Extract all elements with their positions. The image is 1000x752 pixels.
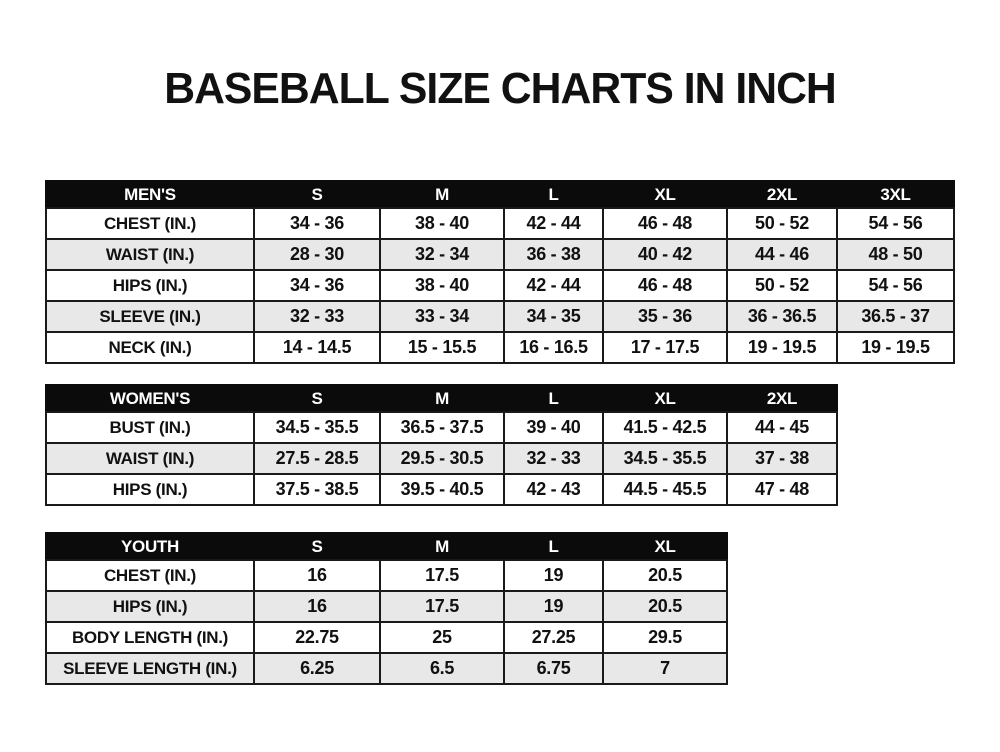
men-s-row-waist-in [46,239,954,270]
youth-hips-in-xl: 20.5 [603,591,727,622]
youth-sleeve-length-in-l: 6.75 [504,653,603,684]
men-s-neck-in-m: 15 - 15.5 [380,332,504,363]
men-s-neck-in-2xl: 19 - 19.5 [727,332,837,363]
youth-row-chest-in [46,560,727,591]
men-s-waist-in-xl: 40 - 42 [603,239,727,270]
women-s-waist-in-l: 32 - 33 [504,443,603,474]
women-s-waist-in-m: 29.5 - 30.5 [380,443,504,474]
men-s-chest-in-l: 42 - 44 [504,208,603,239]
youth-body-length-in-l: 27.25 [504,622,603,653]
women-s-col-header-l: L [504,385,603,412]
men-s-row-chest-in [46,208,954,239]
men-s-neck-in-xl: 17 - 17.5 [603,332,727,363]
men-s-header-row [46,181,954,208]
row-label-chest-in: CHEST (IN.) [46,560,254,591]
men-s-sleeve-in-3xl: 36.5 - 37 [837,301,954,332]
row-label-sleeve-in: SLEEVE (IN.) [46,301,254,332]
youth-body-length-in-m: 25 [380,622,504,653]
row-label-body-length-in: BODY LENGTH (IN.) [46,622,254,653]
row-label-neck-in: NECK (IN.) [46,332,254,363]
men-s-chest-in-s: 34 - 36 [254,208,380,239]
women-s-col-header-s: S [254,385,380,412]
youth-chest-in-s: 16 [254,560,380,591]
youth-row-hips-in [46,591,727,622]
men-s-row-sleeve-in [46,301,954,332]
youth-hips-in-m: 17.5 [380,591,504,622]
men-s-col-header-3xl: 3XL [837,181,954,208]
women-s-waist-in-s: 27.5 - 28.5 [254,443,380,474]
men-s-chest-in-xl: 46 - 48 [603,208,727,239]
men-s-col-header-2xl: 2XL [727,181,837,208]
men-s-chest-in-m: 38 - 40 [380,208,504,239]
women-s-waist-in-xl: 34.5 - 35.5 [603,443,727,474]
women-s-hips-in-2xl: 47 - 48 [727,474,837,505]
youth-hips-in-l: 19 [504,591,603,622]
row-label-bust-in: BUST (IN.) [46,412,254,443]
women-s-row-waist-in [46,443,837,474]
page-title: BASEBALL SIZE CHARTS IN INCH [164,64,836,113]
men-s-chest-in-3xl: 54 - 56 [837,208,954,239]
youth-table-title: YOUTH [46,533,254,560]
youth-sleeve-length-in-xl: 7 [603,653,727,684]
youth-size-table [45,532,728,685]
youth-hips-in-s: 16 [254,591,380,622]
men-s-neck-in-3xl: 19 - 19.5 [837,332,954,363]
men-s-row-hips-in [46,270,954,301]
men-s-waist-in-2xl: 44 - 46 [727,239,837,270]
men-s-sleeve-in-xl: 35 - 36 [603,301,727,332]
men-s-waist-in-m: 32 - 34 [380,239,504,270]
men-s-row-neck-in [46,332,954,363]
men-s-col-header-xl: XL [603,181,727,208]
men-s-hips-in-m: 38 - 40 [380,270,504,301]
womens-size-table [45,384,838,506]
men-s-sleeve-in-s: 32 - 33 [254,301,380,332]
youth-chest-in-m: 17.5 [380,560,504,591]
men-s-sleeve-in-2xl: 36 - 36.5 [727,301,837,332]
women-s-bust-in-l: 39 - 40 [504,412,603,443]
men-s-neck-in-l: 16 - 16.5 [504,332,603,363]
youth-chest-in-xl: 20.5 [603,560,727,591]
men-s-sleeve-in-m: 33 - 34 [380,301,504,332]
women-s-header-row [46,385,837,412]
women-s-waist-in-2xl: 37 - 38 [727,443,837,474]
row-label-waist-in: WAIST (IN.) [46,239,254,270]
men-s-neck-in-s: 14 - 14.5 [254,332,380,363]
row-label-hips-in: HIPS (IN.) [46,474,254,505]
mens-size-table [45,180,955,364]
row-label-hips-in: HIPS (IN.) [46,591,254,622]
women-s-hips-in-s: 37.5 - 38.5 [254,474,380,505]
youth-chest-in-l: 19 [504,560,603,591]
women-s-bust-in-2xl: 44 - 45 [727,412,837,443]
women-s-table-title: WOMEN'S [46,385,254,412]
women-s-col-header-m: M [380,385,504,412]
men-s-waist-in-s: 28 - 30 [254,239,380,270]
youth-row-sleeve-length-in [46,653,727,684]
women-s-bust-in-m: 36.5 - 37.5 [380,412,504,443]
men-s-table-title: MEN'S [46,181,254,208]
men-s-waist-in-3xl: 48 - 50 [837,239,954,270]
youth-sleeve-length-in-s: 6.25 [254,653,380,684]
youth-col-header-l: L [504,533,603,560]
women-s-bust-in-xl: 41.5 - 42.5 [603,412,727,443]
men-s-hips-in-2xl: 50 - 52 [727,270,837,301]
women-s-hips-in-l: 42 - 43 [504,474,603,505]
row-label-sleeve-length-in: SLEEVE LENGTH (IN.) [46,653,254,684]
row-label-waist-in: WAIST (IN.) [46,443,254,474]
youth-col-header-m: M [380,533,504,560]
men-s-chest-in-2xl: 50 - 52 [727,208,837,239]
youth-row-body-length-in [46,622,727,653]
youth-body-length-in-s: 22.75 [254,622,380,653]
youth-body-length-in-xl: 29.5 [603,622,727,653]
women-s-bust-in-s: 34.5 - 35.5 [254,412,380,443]
women-s-col-header-2xl: 2XL [727,385,837,412]
men-s-hips-in-l: 42 - 44 [504,270,603,301]
men-s-hips-in-s: 34 - 36 [254,270,380,301]
men-s-waist-in-l: 36 - 38 [504,239,603,270]
men-s-col-header-m: M [380,181,504,208]
women-s-row-bust-in [46,412,837,443]
youth-col-header-s: S [254,533,380,560]
men-s-hips-in-xl: 46 - 48 [603,270,727,301]
women-s-hips-in-m: 39.5 - 40.5 [380,474,504,505]
women-s-hips-in-xl: 44.5 - 45.5 [603,474,727,505]
youth-header-row [46,533,727,560]
men-s-col-header-l: L [504,181,603,208]
size-tables-container [45,180,1000,685]
size-chart-page [0,64,1000,752]
women-s-row-hips-in [46,474,837,505]
youth-col-header-xl: XL [603,533,727,560]
row-label-chest-in: CHEST (IN.) [46,208,254,239]
row-label-hips-in: HIPS (IN.) [46,270,254,301]
youth-sleeve-length-in-m: 6.5 [380,653,504,684]
men-s-col-header-s: S [254,181,380,208]
women-s-col-header-xl: XL [603,385,727,412]
men-s-sleeve-in-l: 34 - 35 [504,301,603,332]
men-s-hips-in-3xl: 54 - 56 [837,270,954,301]
